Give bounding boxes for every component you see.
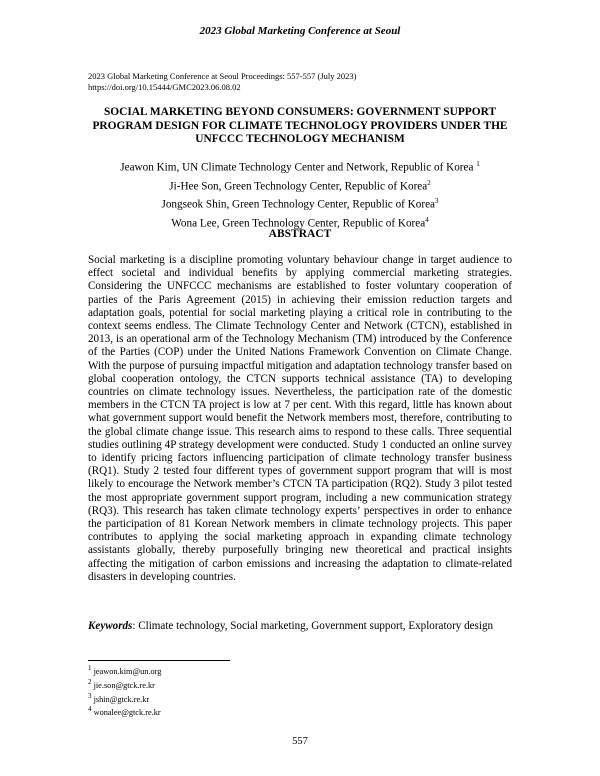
footnotes [88, 663, 161, 718]
author-3-text: Jongseok Shin, Green Technology Center, Republic of Korea [161, 199, 436, 212]
abstract-body: Social marketing is a discipline promoting voluntary behaviour change in target audience to effect societal and individual benefits by applying commercial marketing strategies. Considering the UNFCCC mechanisms are established to foster voluntary cooperation of parties of the Paris Agreement (2015) in achieving their emission reduction targets and adaptation goals, potential for social marketing playing a critical role in contributing to the context seems endless. The Climate Technology Center and Network (CTCN), established in 2013, is an operational arm of the Technology Mechanism (TM) introduced by the Conference of the Parties (COP) under the United Nations Framework Convention on Climate Change. With the purpose of pursuing impactful mitigation and adaptation technology transfer based on global cooperation ontology, the CTCN supports technical assistance (TA) to developing countries on climate technology issues. Nevertheless, the participation rate of the domestic members in the CTCN TA project is low at 7 per cent. With this regard, little has known about what government support would benefit the Network members most, therefore, contributing to the global climate change issue. This research aims to respond to these calls. Three sequential studies outlining 4P strategy development were conducted. Study 1 conducted an online survey to identify pricing factors influencing participation of climate technology transfer business (RQ1). Study 2 tested four different types of government support program that will is most likely to encourage the Network member’s CTCN TA participation (RQ2). Study 3 pilot tested the most appropriate government support program, including a new communication strategy (RQ3). This research has taken climate technology experts’ perspectives in order to enhance the participation of 81 Korean Network members in climate technology projects. This paper contributes to applying the social marketing approach in expanding climate technology assistants globally, thereby purposefully bringing new theoretical and practical insights affecting the mitigation of carbon emissions and increasing the adaptation to climate-related disasters in developing countries. [88, 254, 512, 583]
proceedings-citation: 2023 Global Marketing Conference at Seoul Proceedings: 557-557 (July 2023) [88, 71, 357, 81]
footnote-divider [88, 660, 230, 661]
footnote-3 [88, 691, 161, 705]
author-3-sup: 3 [435, 197, 439, 206]
footnote-2 [88, 677, 161, 691]
author-1-sup: 1 [476, 160, 480, 168]
doi-link[interactable]: https://doi.org/10.15444/GMC2023.06.08.02 [88, 82, 241, 92]
author-4-sup: 4 [425, 216, 429, 225]
running-header: 2023 Global Marketing Conference at Seoul [199, 25, 401, 37]
footnote-3-email[interactable]: jshin@gtck.re.kr [91, 694, 150, 704]
footnote-2-sup: 2 [88, 677, 92, 686]
footnote-3-sup: 3 [88, 691, 92, 700]
author-2-text: Ji-Hee Son, Green Technology Center, Republic of Korea [169, 180, 428, 193]
footnote-4-sup: 4 [88, 705, 92, 714]
keywords-text: : Climate technology, Social marketing, Government support, Exploratory design [132, 620, 494, 632]
footnote-1-email[interactable]: jeawon.kim@un.org [91, 666, 162, 676]
keywords [88, 620, 528, 632]
footnote-4-email[interactable]: wonalee@gtck.re.kr [91, 708, 161, 718]
footnote-1 [88, 663, 161, 677]
footnote-4 [88, 704, 161, 718]
proceedings-info [88, 71, 356, 93]
footnote-2-email[interactable]: jie.son@gtck.re.kr [91, 680, 155, 690]
keywords-label: Keywords [88, 620, 133, 632]
author-1-text: Jeawon Kim, UN Climate Technology Center and Network, Republic of Korea [120, 161, 477, 174]
abstract-heading: ABSTRACT [268, 228, 332, 240]
footnote-1-sup: 1 [88, 664, 92, 672]
author-2 [60, 176, 540, 195]
paper-title: SOCIAL MARKETING BEYOND CONSUMERS: GOVERNMENT SUPPORT PROGRAM DESIGN FOR CLIMATE TECHNOLOGY PROVIDERS UNDER THE UNFCCC TECHNOLOGY MECHANISM [92, 106, 508, 145]
author-4-text: Wona Lee, Green Technology Center, Republic of Korea [171, 217, 426, 230]
author-2-sup: 2 [427, 178, 431, 187]
author-list [60, 157, 540, 232]
page-number: 557 [292, 736, 308, 747]
author-1 [60, 157, 540, 176]
author-3 [60, 194, 540, 213]
